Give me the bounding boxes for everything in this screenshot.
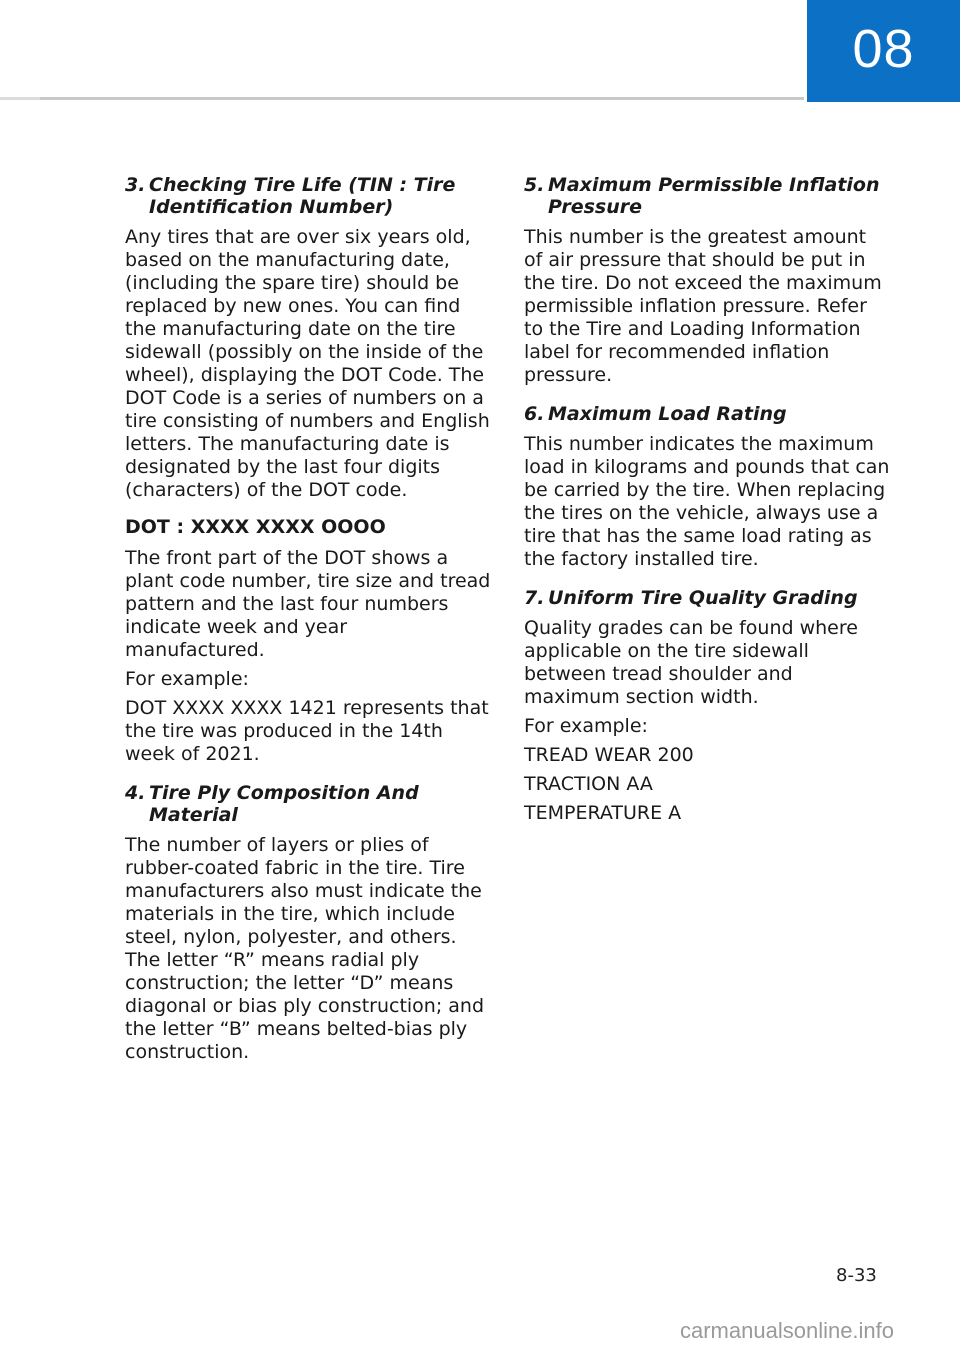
dot-code-format: DOT : XXXX XXXX OOOO bbox=[125, 516, 386, 538]
heading-title: Uniform Tire Quality Grading bbox=[548, 587, 858, 609]
section-heading bbox=[524, 587, 890, 609]
heading-title: Maximum Load Rating bbox=[548, 403, 787, 425]
left-column bbox=[125, 174, 491, 1080]
grade-tread-wear: TREAD WEAR 200 bbox=[524, 744, 694, 766]
section-heading bbox=[524, 174, 890, 218]
paragraph: For example: bbox=[524, 715, 648, 737]
grade-temperature: TEMPERATURE A bbox=[524, 802, 682, 824]
chapter-tab bbox=[807, 0, 960, 102]
paragraph: For example: bbox=[125, 668, 249, 690]
heading-title: Maximum Permissible Inflation Pressure bbox=[548, 174, 880, 218]
header-rule-cap bbox=[0, 97, 40, 100]
section-tin bbox=[125, 174, 491, 766]
heading-number: 3. bbox=[125, 174, 146, 196]
paragraph: DOT XXXX XXXX 1421 represents that the tire was produced in the 14th week of 2021. bbox=[125, 697, 489, 765]
right-column bbox=[524, 174, 890, 841]
page-number: 8-33 bbox=[836, 1265, 877, 1286]
section-heading bbox=[524, 403, 890, 425]
paragraph: This number indicates the maximum load in kilograms and pounds that can be carried by the tire. When replacing the tires on the vehicle, always use a tire that has the same load rating as the factory installed tire. bbox=[524, 433, 890, 570]
heading-title: Checking Tire Life (TIN : Tire Identification Number) bbox=[149, 174, 456, 218]
section-heading bbox=[125, 174, 491, 218]
paragraph: This number is the greatest amount of air pressure that should be put in the tire. Do not exceed the maximum permissible inflation pressure. Refer to the Tire and Loading Information label for recommended inflation pressure. bbox=[524, 226, 882, 386]
heading-number: 4. bbox=[125, 782, 146, 804]
paragraph: Any tires that are over six years old, based on the manufacturing date, (including the spare tire) should be replaced by new ones. You can find the manufacturing date on the tire sidewall (possibly on the inside of the wheel), displaying the DOT Code. The DOT Code is a series of numbers on a tire consisting of numbers and English letters. The manufacturing date is designated by the last four digits (characters) of the DOT code. bbox=[125, 226, 490, 501]
heading-number: 6. bbox=[524, 403, 545, 425]
heading-title: Tire Ply Composition And Material bbox=[149, 782, 419, 826]
heading-number: 7. bbox=[524, 587, 545, 609]
grade-traction: TRACTION AA bbox=[524, 773, 653, 795]
header-rule bbox=[0, 97, 804, 100]
section-utqg bbox=[524, 587, 890, 825]
paragraph: Quality grades can be found where applicable on the tire sidewall between tread shoulder and maximum section width. bbox=[524, 617, 858, 708]
heading-number: 5. bbox=[524, 174, 545, 196]
paragraph: The front part of the DOT shows a plant code number, tire size and tread pattern and the last four numbers indicate week and year manufactured. bbox=[125, 547, 491, 661]
chapter-number: 08 bbox=[852, 19, 915, 79]
section-heading bbox=[125, 782, 491, 826]
paragraph: The number of layers or plies of rubber-coated fabric in the tire. Tire manufacturers also must indicate the materials in the tire, which include steel, nylon, polyester, and others. The letter “R” means radial ply construction; the letter “D” means diagonal or bias ply construction; and the letter “B” means belted-bias ply construction. bbox=[125, 834, 485, 1063]
section-ply bbox=[125, 782, 491, 1064]
section-inflation bbox=[524, 174, 890, 387]
section-load bbox=[524, 403, 890, 571]
watermark: carmanualsonline.info bbox=[680, 1318, 895, 1343]
